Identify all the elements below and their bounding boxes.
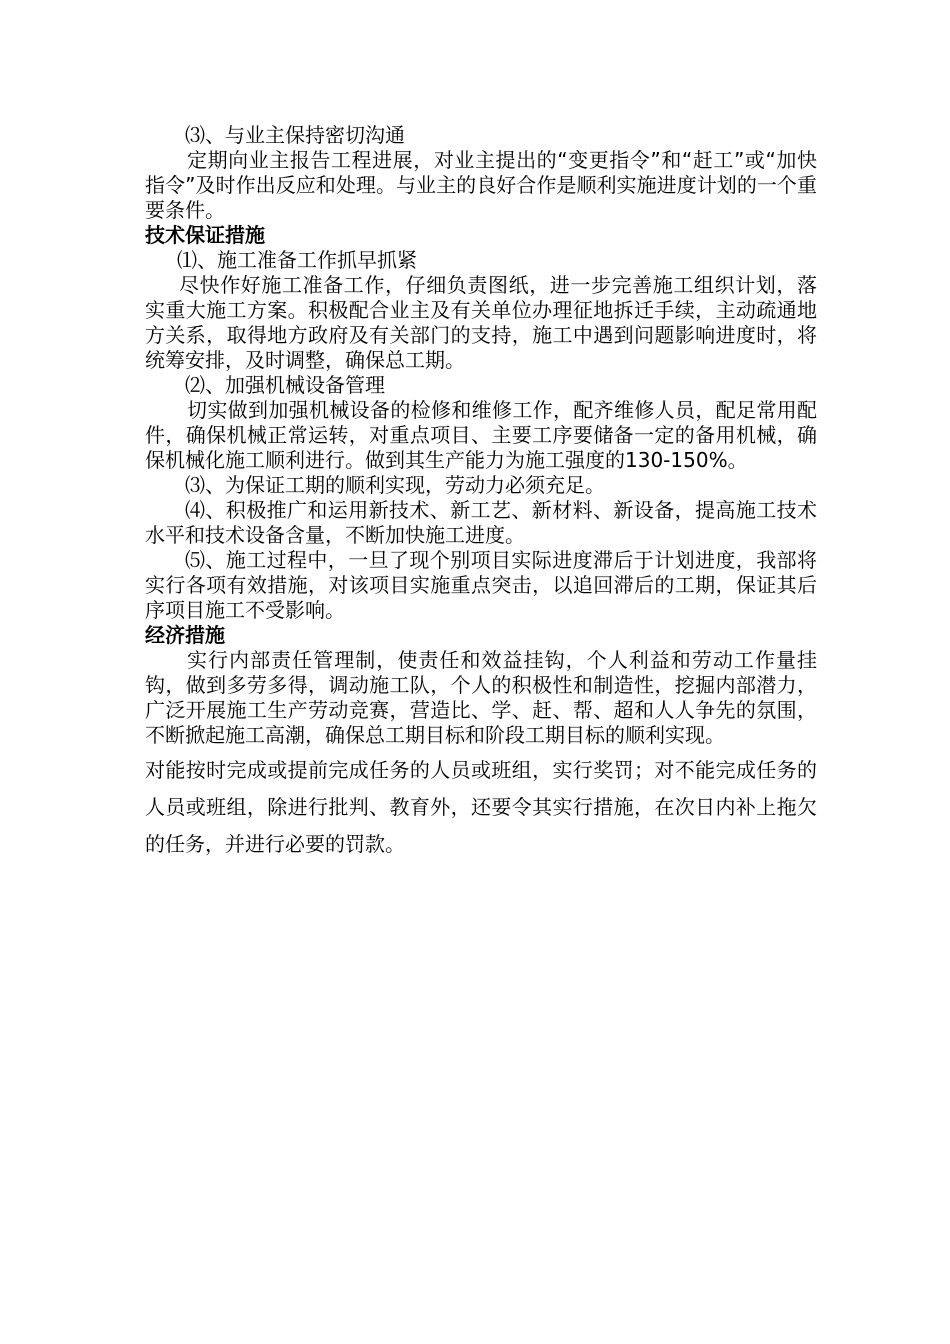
document-page <box>145 123 817 863</box>
paragraph-economic-measures: 实行内部责任管理制，使责任和效益挂钩，个人利益和劳动工作量挂钩，做到多劳多得，调动施工队，个人的积极性和制造性，挖掘内部潜力，广泛开展施工生产劳动竞赛，营造比、学、赶、帮、超和人人争先的氛围，不断掀起施工高潮，确保总工期目标和阶段工期目标的顺利实现。 <box>145 648 817 747</box>
item-title-construction-prep: ⑴、施工准备工作抓早抓紧 <box>177 248 417 272</box>
paragraph-rewards-penalties: 对能按时完成或提前完成任务的人员或班组，实行奖罚；对不能完成任务的人员或班组，除进行批判、教育外，还要令其实行措施，在次日内补上拖欠的任务，并进行必要的罚款。 <box>145 758 817 856</box>
paragraph-owner-communication: 定期向业主报告工程进展，对业主提出的“变更指令”和“赶工”或“加快指令”及时作出反应和处理。与业主的良好合作是顺利实施进度计划的一个重要条件。 <box>145 148 817 222</box>
item-title-machinery-management: ⑵、加强机械设备管理 <box>185 373 385 397</box>
item-progress-delay: ⑸、施工过程中，一旦了现个别项目实际进度滞后于计划进度，我部将实行各项有效措施，对该项目实施重点突击，以追回滞后的工期，保证其后序项目施工不受影响。 <box>145 548 817 622</box>
heading-technical-measures: 技术保证措施 <box>145 223 265 247</box>
item-new-technology: ⑷、积极推广和运用新技术、新工艺、新材料、新设备，提高施工技术水平和技术设备含量，不断加快施工进度。 <box>145 498 817 547</box>
item-labor-supply: ⑶、为保证工期的顺利实现，劳动力必须充足。 <box>185 473 605 497</box>
paragraph-machinery-management: 切实做到加强机械设备的检修和维修工作，配齐维修人员，配足常用配件，确保机械正常运转，对重点项目、主要工序要储备一定的备用机械，确保机械化施工顺利进行。做到其生产能力为施工强度的130-150%。 <box>145 398 817 472</box>
heading-economic-measures: 经济措施 <box>145 623 225 647</box>
paragraph-construction-prep: 尽快作好施工准备工作，仔细负责图纸，进一步完善施工组织计划，落实重大施工方案。积极配合业主及有关单位办理征地拆迁手续，主动疏通地方关系，取得地方政府及有关部门的支持，施工中遇到问题影响进度时，将统筹安排，及时调整，确保总工期。 <box>145 273 817 372</box>
subsection-title-owner-communication: ⑶、与业主保持密切沟通 <box>185 123 405 147</box>
